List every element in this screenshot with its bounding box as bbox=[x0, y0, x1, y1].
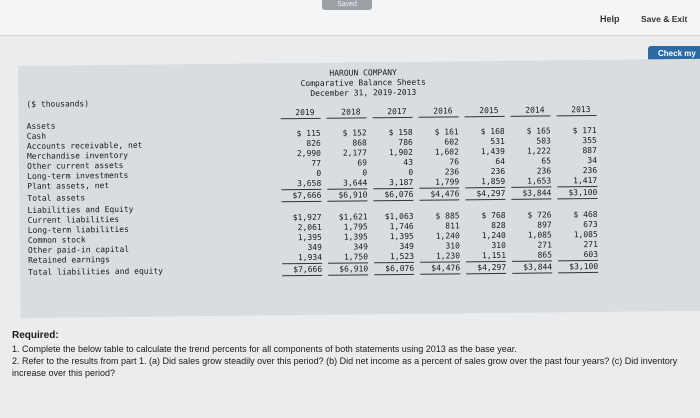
value-cell: 34 bbox=[587, 155, 598, 166]
value-cell: $ 171 bbox=[572, 125, 597, 136]
value-cell: 1,230 bbox=[435, 251, 461, 261]
value-cell: 355 bbox=[582, 135, 597, 146]
value-cell: $4,297 bbox=[477, 262, 507, 273]
save-exit-button[interactable]: Save & Exit bbox=[641, 14, 688, 24]
row-label: Assets bbox=[26, 121, 56, 131]
year-header: 2013 bbox=[571, 105, 591, 115]
value-cell: $ 168 bbox=[480, 126, 505, 137]
year-header: 2014 bbox=[525, 105, 545, 115]
value-cell: 786 bbox=[398, 137, 413, 148]
value-cell: 1,395 bbox=[297, 232, 322, 243]
year-header: 2015 bbox=[479, 105, 499, 116]
column-rule bbox=[281, 118, 321, 119]
value-cell: 828 bbox=[491, 220, 506, 231]
value-cell: 349 bbox=[307, 242, 322, 252]
value-cell: $6,910 bbox=[339, 264, 369, 274]
row-label: Merchandise inventory bbox=[26, 150, 129, 161]
column-rule bbox=[328, 274, 368, 275]
value-cell: 0 bbox=[362, 168, 368, 178]
value-cell: 1,902 bbox=[388, 147, 413, 158]
value-cell: $6,076 bbox=[384, 189, 414, 200]
value-cell: 865 bbox=[537, 250, 553, 260]
column-rule bbox=[511, 115, 551, 116]
value-cell: 531 bbox=[490, 136, 505, 147]
value-cell: 1,653 bbox=[527, 176, 552, 186]
row-label: Long-term liabilities bbox=[27, 224, 129, 235]
value-cell: 1,151 bbox=[481, 250, 507, 261]
value-cell: 310 bbox=[491, 240, 506, 251]
row-label: Long-term investments bbox=[27, 170, 129, 181]
value-cell: 43 bbox=[403, 157, 414, 167]
value-cell: 3,644 bbox=[343, 178, 368, 188]
value-cell: $1,621 bbox=[338, 212, 368, 222]
year-header: 2016 bbox=[433, 106, 453, 116]
company-name: HAROUN COMPANY bbox=[329, 68, 397, 78]
value-cell: $3,844 bbox=[523, 262, 553, 272]
value-cell: 69 bbox=[357, 158, 368, 168]
value-cell: 1,859 bbox=[481, 176, 506, 187]
column-rule bbox=[466, 273, 506, 274]
year-header: 2018 bbox=[341, 107, 361, 117]
value-cell: 3,187 bbox=[389, 177, 414, 188]
column-rule bbox=[282, 275, 322, 276]
value-cell: 1,085 bbox=[573, 229, 598, 240]
value-cell: 1,417 bbox=[573, 175, 598, 186]
row-label: Other current assets bbox=[27, 160, 124, 171]
value-cell: $ 158 bbox=[388, 127, 413, 138]
value-cell: 1,934 bbox=[297, 252, 323, 263]
row-label: Accounts receivable, net bbox=[26, 140, 143, 151]
help-button[interactable]: Help bbox=[600, 14, 620, 24]
column-rule bbox=[511, 198, 551, 199]
statement-period: December 31, 2019-2013 bbox=[310, 87, 417, 98]
value-cell: 0 bbox=[316, 168, 322, 178]
row-label: Other paid-in capital bbox=[27, 244, 130, 255]
value-cell: 77 bbox=[311, 158, 322, 168]
row-label: Total assets bbox=[27, 193, 86, 203]
value-cell: $ 161 bbox=[434, 127, 459, 137]
value-cell: $1,927 bbox=[292, 212, 322, 223]
value-cell: 887 bbox=[582, 145, 597, 156]
value-cell: 236 bbox=[536, 166, 552, 176]
row-label: Current liabilities bbox=[27, 214, 120, 225]
value-cell: $6,910 bbox=[338, 190, 368, 200]
column-rule bbox=[465, 116, 505, 117]
row-label: Liabilities and Equity bbox=[27, 204, 134, 215]
required-title: Required: bbox=[12, 330, 59, 341]
value-cell: 0 bbox=[408, 167, 414, 177]
year-header: 2017 bbox=[387, 106, 407, 117]
units-label: ($ thousands) bbox=[26, 99, 90, 109]
value-cell: 1,240 bbox=[481, 230, 506, 241]
value-cell: 1,395 bbox=[389, 231, 414, 242]
row-label: Total liabilities and equity bbox=[28, 266, 164, 277]
value-cell: 236 bbox=[582, 165, 598, 176]
value-cell: 1,395 bbox=[343, 232, 368, 242]
value-cell: 65 bbox=[541, 156, 552, 166]
row-label: Cash bbox=[26, 131, 47, 141]
value-cell: $7,666 bbox=[293, 264, 323, 275]
value-cell: 64 bbox=[495, 156, 506, 167]
value-cell: $4,476 bbox=[430, 189, 460, 199]
required-section bbox=[12, 330, 700, 379]
value-cell: $ 152 bbox=[342, 128, 367, 138]
year-header: 2019 bbox=[295, 107, 315, 118]
column-rule bbox=[557, 198, 597, 199]
value-cell: 236 bbox=[444, 167, 460, 177]
column-rule bbox=[419, 116, 459, 117]
value-cell: $3,844 bbox=[522, 188, 552, 198]
value-cell: 1,085 bbox=[527, 230, 552, 240]
check-my-work-button[interactable]: Check my bbox=[648, 46, 700, 62]
value-cell: $3,100 bbox=[569, 261, 599, 272]
value-cell: 1,439 bbox=[480, 146, 505, 157]
value-cell: $7,666 bbox=[292, 190, 322, 201]
value-cell: $4,476 bbox=[431, 263, 461, 273]
top-toolbar bbox=[0, 0, 700, 36]
value-cell: $ 468 bbox=[573, 209, 598, 220]
value-cell: 236 bbox=[490, 166, 506, 177]
value-cell: 2,990 bbox=[296, 148, 321, 159]
value-cell: 811 bbox=[445, 221, 460, 231]
value-cell: $ 768 bbox=[481, 210, 506, 221]
value-cell: 1,795 bbox=[343, 222, 368, 232]
value-cell: 503 bbox=[536, 136, 551, 146]
value-cell: $1,063 bbox=[384, 211, 414, 222]
column-rule bbox=[327, 200, 367, 201]
column-rule bbox=[374, 274, 414, 275]
column-rule bbox=[327, 117, 367, 118]
value-cell: $ 726 bbox=[527, 210, 552, 220]
value-cell: $3,100 bbox=[568, 187, 598, 198]
column-rule bbox=[419, 199, 459, 200]
column-rule bbox=[373, 117, 413, 118]
value-cell: 3,658 bbox=[297, 178, 322, 189]
column-rule bbox=[420, 273, 460, 274]
saved-status: Saved bbox=[322, 0, 372, 10]
statement-title: Comparative Balance Sheets bbox=[300, 77, 426, 89]
value-cell: 1,523 bbox=[389, 251, 415, 262]
value-cell: 76 bbox=[449, 157, 460, 167]
row-label: Plant assets, net bbox=[27, 181, 110, 191]
value-cell: 349 bbox=[399, 241, 414, 252]
column-rule bbox=[557, 115, 597, 116]
column-rule bbox=[281, 201, 321, 202]
column-rule bbox=[465, 199, 505, 200]
value-cell: $ 165 bbox=[526, 126, 551, 136]
value-cell: 897 bbox=[537, 220, 552, 230]
required-item-2: 2. Refer to the results from part 1. (a) Did sales grow steadily over this period? (b) Did net income as a percent of sales grow over the past four years? (c) Did inventory increase over this period? bbox=[12, 356, 678, 378]
value-cell: 673 bbox=[583, 219, 598, 230]
value-cell: 349 bbox=[353, 242, 368, 252]
column-rule bbox=[512, 272, 552, 273]
value-cell: 1,240 bbox=[435, 231, 460, 241]
value-cell: 1,602 bbox=[434, 147, 459, 157]
row-label: Common stock bbox=[27, 235, 86, 245]
value-cell: $4,297 bbox=[476, 188, 506, 199]
value-cell: 310 bbox=[445, 241, 460, 251]
value-cell: 602 bbox=[444, 137, 459, 147]
value-cell: 1,746 bbox=[389, 221, 414, 232]
value-cell: 1,799 bbox=[435, 177, 460, 187]
value-cell: $6,076 bbox=[385, 263, 415, 274]
value-cell: 271 bbox=[537, 240, 552, 250]
value-cell: $ 115 bbox=[296, 128, 321, 139]
value-cell: 868 bbox=[352, 138, 367, 148]
required-item-1: 1. Complete the below table to calculate the trend percents for all components of both statements using 2013 as the base year. bbox=[12, 344, 517, 354]
value-cell: 1,222 bbox=[526, 146, 551, 156]
column-rule bbox=[373, 200, 413, 201]
balance-sheet-image bbox=[18, 59, 700, 318]
value-cell: 1,750 bbox=[343, 252, 369, 262]
column-rule bbox=[558, 272, 598, 273]
value-cell: $ 885 bbox=[435, 211, 460, 221]
value-cell: 2,061 bbox=[297, 222, 322, 233]
value-cell: 271 bbox=[583, 239, 598, 250]
value-cell: 603 bbox=[583, 249, 599, 260]
value-cell: 826 bbox=[306, 138, 321, 148]
row-label: Retained earnings bbox=[27, 255, 110, 265]
value-cell: 2,177 bbox=[342, 148, 367, 158]
